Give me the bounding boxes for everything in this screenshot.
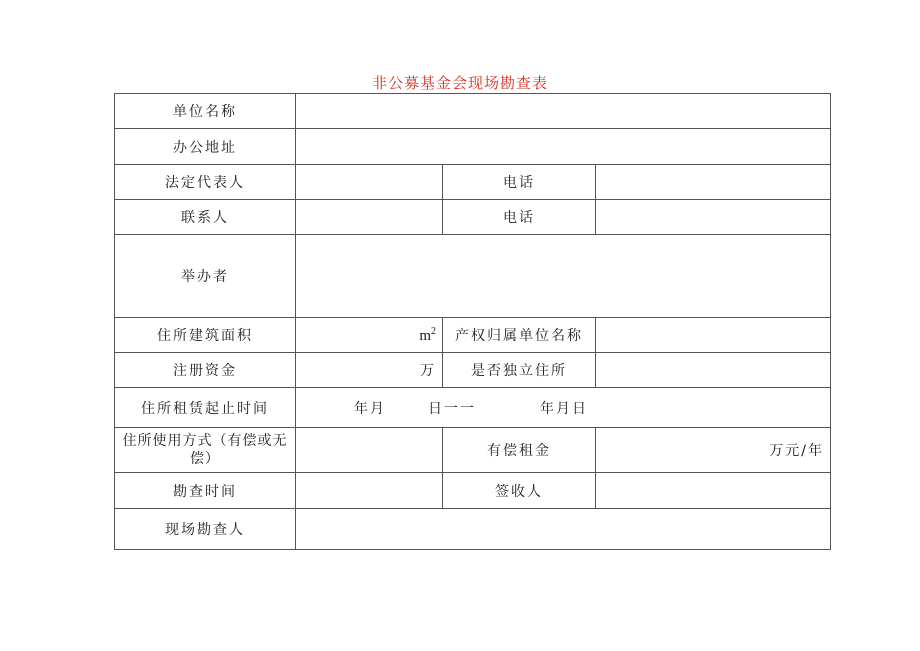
lease-period-start: 年月	[354, 400, 386, 417]
contact-field[interactable]	[296, 200, 443, 235]
contact-label: 联系人	[115, 200, 296, 235]
area-unit	[419, 325, 436, 344]
sponsor-field[interactable]	[296, 235, 831, 318]
usage-field[interactable]	[296, 428, 443, 473]
owner-field[interactable]	[596, 318, 831, 353]
capital-label: 注册资金	[115, 353, 296, 388]
independent-label: 是否独立住所	[443, 353, 596, 388]
contact-phone-field[interactable]	[596, 200, 831, 235]
row-surveyor	[115, 509, 831, 550]
area-unit-base: m	[419, 327, 431, 344]
survey-time-label: 勘查时间	[115, 473, 296, 509]
row-office-address	[115, 129, 831, 165]
receiver-field[interactable]	[596, 473, 831, 509]
capital-unit: 万	[420, 363, 436, 379]
row-contact	[115, 200, 831, 235]
legal-rep-field[interactable]	[296, 165, 443, 200]
row-area	[115, 318, 831, 353]
survey-time-field[interactable]	[296, 473, 443, 509]
row-unit-name	[115, 94, 831, 129]
row-usage	[115, 428, 831, 473]
area-unit-exponent: 2	[431, 325, 436, 337]
lease-period-separator: 日一一	[428, 400, 476, 417]
contact-phone-label: 电话	[443, 200, 596, 235]
row-legal-rep	[115, 165, 831, 200]
unit-name-label: 单位名称	[115, 94, 296, 129]
area-label: 住所建筑面积	[115, 318, 296, 353]
lease-period-label: 住所租赁起止时间	[115, 388, 296, 428]
lease-period-end: 年月日	[540, 400, 588, 417]
row-survey-time	[115, 473, 831, 509]
receiver-label: 签收人	[443, 473, 596, 509]
legal-rep-label: 法定代表人	[115, 165, 296, 200]
form-title: 非公募基金会现场勘查表	[371, 74, 548, 92]
legal-rep-phone-label: 电话	[443, 165, 596, 200]
survey-form-table	[114, 93, 831, 550]
legal-rep-phone-field[interactable]	[596, 165, 831, 200]
area-field[interactable]	[296, 318, 443, 353]
unit-name-field[interactable]	[296, 94, 831, 129]
surveyor-label: 现场勘查人	[115, 509, 296, 550]
row-sponsor	[115, 235, 831, 318]
rent-field[interactable]	[596, 428, 831, 473]
office-address-label: 办公地址	[115, 129, 296, 165]
independent-field[interactable]	[596, 353, 831, 388]
lease-period-field[interactable]	[296, 388, 831, 428]
sponsor-label: 举办者	[115, 235, 296, 318]
row-capital	[115, 353, 831, 388]
row-lease-period	[115, 388, 831, 428]
rent-unit: 万元/年	[769, 443, 825, 459]
rent-label: 有偿租金	[443, 428, 596, 473]
surveyor-field[interactable]	[296, 509, 831, 550]
office-address-field[interactable]	[296, 129, 831, 165]
owner-label: 产权归属单位名称	[443, 318, 596, 353]
capital-field[interactable]	[296, 353, 443, 388]
usage-label: 住所使用方式（有偿或无偿）	[115, 428, 296, 473]
